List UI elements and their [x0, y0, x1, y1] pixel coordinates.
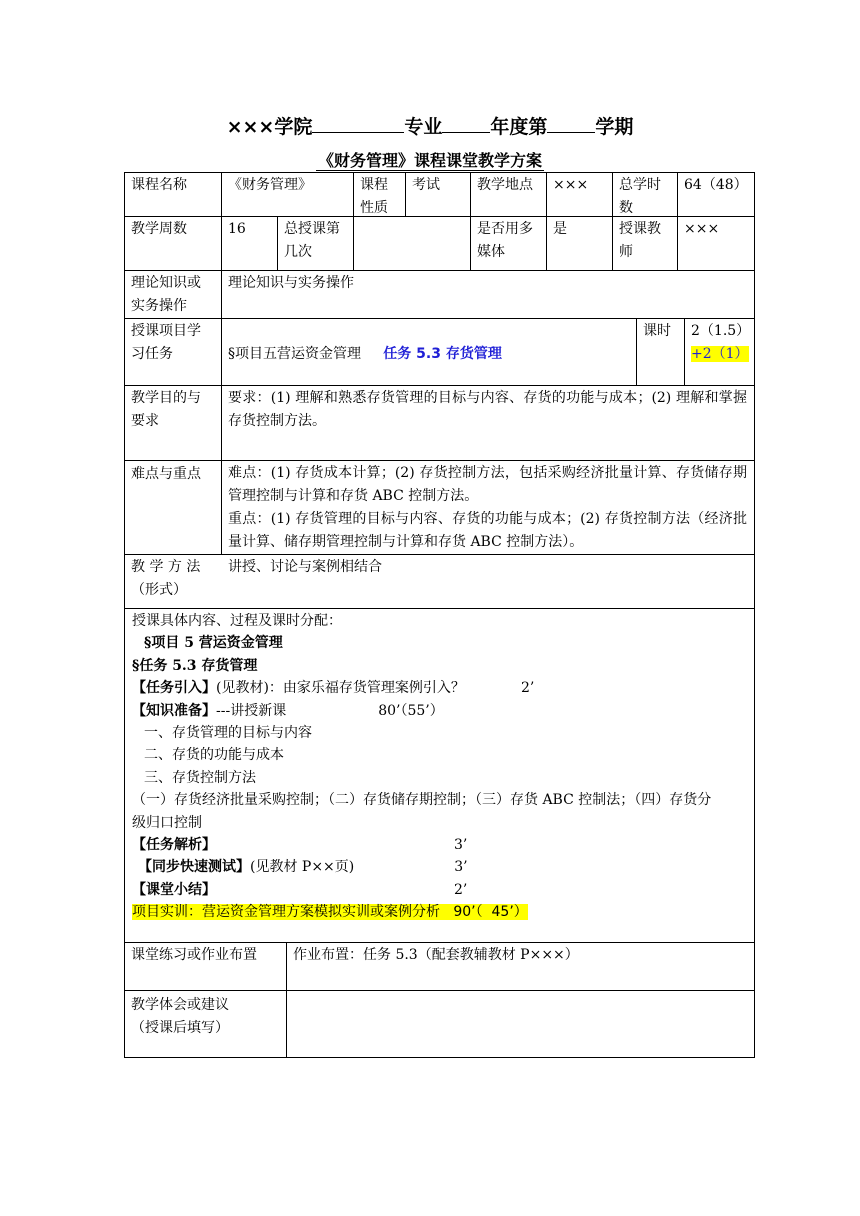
course-nature-value: 考试	[412, 177, 440, 193]
lesson-content	[124, 608, 755, 924]
content-task: §任务 5.3 存货管理	[132, 657, 258, 674]
lesson-hours-line2: +2（1）	[691, 346, 749, 362]
content-item-1: 一、存货管理的目标与内容	[144, 725, 312, 742]
project-name: §项目五营运资金管理	[228, 346, 361, 362]
project-task-value	[221, 318, 636, 368]
task-intro-line: 【任务引入】(见教材)：由家乐福存货管理案例引入？ 2’	[132, 680, 535, 697]
lesson-hours-label: 课时	[643, 323, 671, 339]
major-label: 专业	[404, 116, 443, 138]
lesson-hours-value	[684, 318, 754, 368]
session-value	[353, 216, 470, 220]
location-label: 教学地点	[477, 177, 533, 193]
term-blank	[547, 112, 595, 133]
content-sub-line-1: （一）存货经济批量采购控制；（二）存货储存期控制；（三）存货 ABC 控制法；（四）存货分	[132, 792, 712, 809]
location-value: ×××	[553, 177, 589, 193]
school-name: ×××学院	[226, 116, 313, 138]
major-blank	[312, 112, 404, 133]
analysis-line: 【任务解析】 3’	[132, 837, 468, 854]
difficulty-text: 难点：(1) 存货成本计算；(2) 存货控制方法，包括采购经济批量计算、存货储存期管理控制与计算和存货 ABC 控制方法。	[228, 465, 747, 504]
difficulty-label: 难点与重点	[131, 466, 201, 482]
homework-value: 作业布置：任务 5.3（配套教辅教材 P×××）	[293, 947, 579, 963]
content-sub-line-2: 级归口控制	[132, 814, 202, 831]
course-name-label: 课程名称	[131, 177, 187, 193]
course-name-value: 《财务管理》	[228, 177, 312, 193]
quiz-line: 【同步快速测试】(见教材 P××页) 3’	[138, 859, 468, 876]
document-title: 《财务管理》课程课堂教学方案	[317, 151, 542, 170]
summary-line: 【课堂小结】 2’	[132, 881, 468, 898]
theory-practice-value: 理论知识与实务操作	[228, 275, 354, 291]
total-hours-value: 64（48）	[684, 177, 748, 193]
year-label: 年度第	[490, 116, 548, 138]
practice-line: 项目实训：营运资金管理方案模拟实训或案例分析 90’（ 45’）	[132, 904, 528, 921]
year-blank	[442, 112, 490, 133]
document-header	[0, 112, 860, 141]
weeks-value: 16	[228, 221, 246, 237]
weeks-label: 教学周数	[131, 221, 187, 237]
homework-label: 课堂练习或作业布置	[131, 947, 257, 963]
method-value: 讲授、讨论与案例相结合	[228, 559, 382, 575]
content-item-3: 三、存货控制方法	[144, 769, 256, 786]
total-hours-label: 总学时数	[619, 177, 661, 216]
content-item-2: 二、存货的功能与成本	[144, 747, 284, 764]
objectives-label: 教学目的与要求	[131, 390, 201, 429]
method-label: 教 学 方 法（形式）	[131, 559, 201, 598]
multimedia-label: 是否用多媒体	[477, 221, 533, 260]
multimedia-value: 是	[553, 221, 567, 237]
difficulty-keypoints	[221, 460, 754, 556]
lesson-plan-table	[124, 172, 755, 1058]
project-task-label: 授课项目学习任务	[131, 323, 201, 362]
reflection-value[interactable]	[286, 990, 754, 994]
term-label: 学期	[595, 116, 634, 138]
lesson-hours-line1: 2（1.5）	[691, 323, 751, 339]
knowledge-line: 【知识准备】---讲授新课 80’（55’）	[132, 702, 444, 719]
content-intro: 授课具体内容、过程及课时分配：	[132, 613, 342, 629]
key-points-text: 重点：(1) 存货管理的目标与内容、存货的功能与成本；(2) 存货控制方法（经济批量计算、储存期管理控制与计算和存货 ABC 控制方法）。	[228, 511, 747, 550]
content-project: §项目 5 营运资金管理	[144, 635, 283, 652]
reflection-label: 教学体会或建议 （授课后填写）	[131, 997, 229, 1036]
session-label: 总授课第几次	[284, 221, 340, 260]
course-nature-label: 课程性质	[360, 177, 388, 216]
teacher-label: 授课教师	[619, 221, 661, 260]
teacher-value: ×××	[684, 221, 720, 237]
objectives-value: 要求：(1) 理解和熟悉存货管理的目标与内容、存货的功能与成本；(2) 理解和掌握存货控制方法。	[228, 390, 747, 429]
theory-practice-label: 理论知识或实务操作	[131, 275, 201, 314]
task-name: 任务 5.3 存货管理	[383, 346, 502, 362]
